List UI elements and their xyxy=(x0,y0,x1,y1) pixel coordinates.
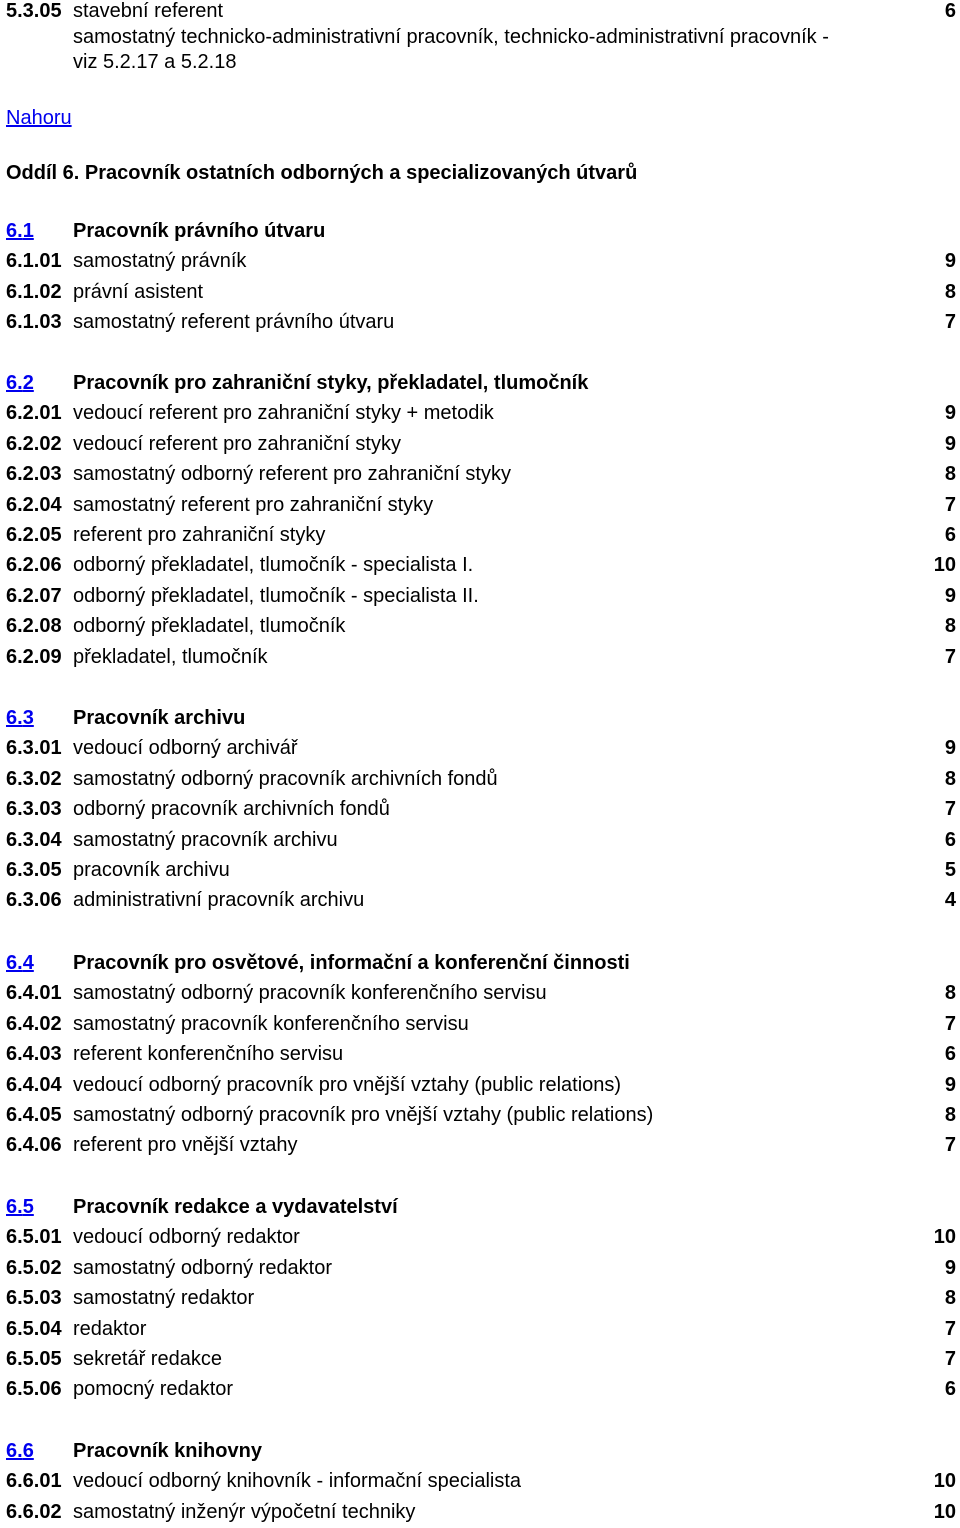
row-grade: 9 xyxy=(944,585,956,607)
group-code-link[interactable]: 3 xyxy=(22,707,34,729)
row-code: 6.2.09 xyxy=(6,646,62,668)
row-code: 6.4.06 xyxy=(6,1134,62,1156)
row-code: 6.6.02 xyxy=(6,1501,62,1523)
row-title: samostatný redaktor xyxy=(73,1287,255,1309)
row-title: samostatný právník xyxy=(73,250,247,272)
row-code: 6.3.05 xyxy=(6,859,62,881)
group-code-prefix[interactable]: 6. xyxy=(6,952,23,974)
group-title: Pracovník knihovny xyxy=(73,1440,262,1462)
group-title: Pracovník pro zahraniční styky, překladatel, tlumočník xyxy=(73,372,589,394)
group-code-link[interactable]: 4 xyxy=(22,952,34,974)
row-grade: 10 xyxy=(933,1501,956,1523)
row-grade: 10 xyxy=(933,554,956,576)
row-code: 6.3.03 xyxy=(6,798,62,820)
row-code: 6.5.02 xyxy=(6,1257,62,1279)
row-title: vedoucí odborný knihovník - informační specialista xyxy=(73,1470,522,1492)
row-grade: 9 xyxy=(944,433,956,455)
row-code: 6.2.03 xyxy=(6,463,62,485)
row-grade: 7 xyxy=(944,311,956,333)
row-code: 6.3.04 xyxy=(6,829,62,851)
row-title: samostatný odborný pracovník konferenčního servisu xyxy=(73,982,547,1004)
group-code xyxy=(6,952,34,975)
row-code: 6.1.03 xyxy=(6,311,62,333)
row-grade: 8 xyxy=(944,1104,956,1126)
row-title: samostatný odborný referent pro zahraniční styky xyxy=(73,463,511,485)
row-grade: 7 xyxy=(944,1348,956,1370)
group-code-prefix[interactable]: 6. xyxy=(6,220,23,242)
row-title: samostatný odborný redaktor xyxy=(73,1257,333,1279)
group-code-prefix[interactable]: 6. xyxy=(6,707,23,729)
row-grade: 6 xyxy=(944,1378,956,1400)
row-code: 6.2.07 xyxy=(6,585,62,607)
row-code: 6.2.02 xyxy=(6,433,62,455)
row-grade: 9 xyxy=(944,250,956,272)
row-code: 6.1.02 xyxy=(6,281,62,303)
row-title: vedoucí odborný pracovník pro vnější vztahy (public relations) xyxy=(73,1074,622,1096)
row-grade: 9 xyxy=(944,402,956,424)
row-code: 6.4.01 xyxy=(6,982,62,1004)
row-grade: 8 xyxy=(944,615,956,637)
row-title: samostatný odborný pracovník pro vnější vztahy (public relations) xyxy=(73,1104,654,1126)
row-grade: 9 xyxy=(944,1074,956,1096)
group-code-prefix[interactable]: 6. xyxy=(6,1196,23,1218)
row-grade: 6 xyxy=(944,524,956,546)
row-title: pracovník archivu xyxy=(73,859,230,881)
row-grade: 4 xyxy=(944,889,956,911)
row-grade: 8 xyxy=(944,768,956,790)
row-title: samostatný pracovník archivu xyxy=(73,829,338,851)
row-grade: 10 xyxy=(933,1226,956,1248)
item-code: 5.3.05 xyxy=(6,0,62,22)
group-code xyxy=(6,1440,34,1463)
row-grade: 9 xyxy=(944,1257,956,1279)
row-title: sekretář redakce xyxy=(73,1348,222,1370)
row-code: 6.5.03 xyxy=(6,1287,62,1309)
group-code xyxy=(6,220,34,243)
row-grade: 6 xyxy=(944,829,956,851)
row-grade: 6 xyxy=(944,1043,956,1065)
row-grade: 7 xyxy=(944,494,956,516)
group-title: Pracovník pro osvětové, informační a konferenční činnosti xyxy=(73,952,630,974)
row-title: referent pro vnější vztahy xyxy=(73,1134,298,1156)
row-code: 6.4.05 xyxy=(6,1104,62,1126)
row-title: odborný překladatel, tlumočník - specialista II. xyxy=(73,585,479,607)
row-grade: 7 xyxy=(944,1013,956,1035)
row-title: pomocný redaktor xyxy=(73,1378,234,1400)
row-grade: 7 xyxy=(944,1318,956,1340)
row-title: vedoucí odborný archivář xyxy=(73,737,298,759)
item-title: stavební referent xyxy=(73,0,224,22)
row-grade: 9 xyxy=(944,737,956,759)
row-code: 6.1.01 xyxy=(6,250,62,272)
row-code: 6.3.01 xyxy=(6,737,62,759)
group-code-prefix[interactable]: 6. xyxy=(6,1440,23,1462)
row-title: samostatný referent právního útvaru xyxy=(73,311,395,333)
row-title: vedoucí referent pro zahraniční styky + metodik xyxy=(73,402,494,424)
row-grade: 7 xyxy=(944,646,956,668)
row-title: odborný pracovník archivních fondů xyxy=(73,798,390,820)
group-code xyxy=(6,707,34,730)
group-title: Pracovník právního útvaru xyxy=(73,220,326,242)
row-grade: 8 xyxy=(944,1287,956,1309)
row-grade: 5 xyxy=(944,859,956,881)
row-title: redaktor xyxy=(73,1318,147,1340)
row-title: samostatný pracovník konferenčního servisu xyxy=(73,1013,469,1035)
row-title: samostatný odborný pracovník archivních fondů xyxy=(73,768,498,790)
group-code xyxy=(6,372,34,395)
group-code-link[interactable]: 2 xyxy=(22,372,34,394)
row-code: 6.3.02 xyxy=(6,768,62,790)
row-code: 6.4.02 xyxy=(6,1013,62,1035)
row-title: vedoucí odborný redaktor xyxy=(73,1226,300,1248)
group-code-link[interactable]: 6 xyxy=(22,1440,34,1462)
row-code: 6.2.05 xyxy=(6,524,62,546)
row-title: referent konferenčního servisu xyxy=(73,1043,344,1065)
item-grade: 6 xyxy=(944,0,956,22)
row-grade: 8 xyxy=(944,281,956,303)
row-title: samostatný referent pro zahraniční styky xyxy=(73,494,434,516)
row-grade: 7 xyxy=(944,1134,956,1156)
row-grade: 7 xyxy=(944,798,956,820)
row-code: 6.2.01 xyxy=(6,402,62,424)
group-code xyxy=(6,1196,34,1219)
row-code: 6.2.08 xyxy=(6,615,62,637)
row-code: 6.5.01 xyxy=(6,1226,62,1248)
row-code: 6.5.04 xyxy=(6,1318,62,1340)
row-code: 6.6.01 xyxy=(6,1470,62,1492)
row-code: 6.4.03 xyxy=(6,1043,62,1065)
row-code: 6.3.06 xyxy=(6,889,62,911)
row-title: překladatel, tlumočník xyxy=(73,646,268,668)
row-title: samostatný inženýr výpočetní techniky xyxy=(73,1501,416,1523)
item-note: samostatný technicko-administrativní pracovník, technicko-administrativní pracovník - xyxy=(73,26,829,48)
item-note: viz 5.2.17 a 5.2.18 xyxy=(73,51,237,73)
row-code: 6.5.05 xyxy=(6,1348,62,1370)
row-title: referent pro zahraniční styky xyxy=(73,524,326,546)
group-title: Pracovník redakce a vydavatelství xyxy=(73,1196,398,1218)
row-title: administrativní pracovník archivu xyxy=(73,889,365,911)
row-title: právní asistent xyxy=(73,281,204,303)
row-grade: 8 xyxy=(944,463,956,485)
row-title: vedoucí referent pro zahraniční styky xyxy=(73,433,401,455)
nahoru-link[interactable]: Nahoru xyxy=(6,107,72,129)
row-code: 6.2.04 xyxy=(6,494,62,516)
row-grade: 10 xyxy=(933,1470,956,1492)
row-code: 6.5.06 xyxy=(6,1378,62,1400)
row-code: 6.2.06 xyxy=(6,554,62,576)
row-grade: 8 xyxy=(944,982,956,1004)
group-code-link[interactable]: 5 xyxy=(22,1196,34,1218)
section-heading: Oddíl 6. Pracovník ostatních odborných a specializovaných útvarů xyxy=(6,162,638,184)
group-code-prefix[interactable]: 6. xyxy=(6,372,23,394)
row-code: 6.4.04 xyxy=(6,1074,62,1096)
group-title: Pracovník archivu xyxy=(73,707,246,729)
row-title: odborný překladatel, tlumočník - specialista I. xyxy=(73,554,474,576)
group-code-link[interactable]: 1 xyxy=(22,220,34,242)
row-title: odborný překladatel, tlumočník xyxy=(73,615,346,637)
